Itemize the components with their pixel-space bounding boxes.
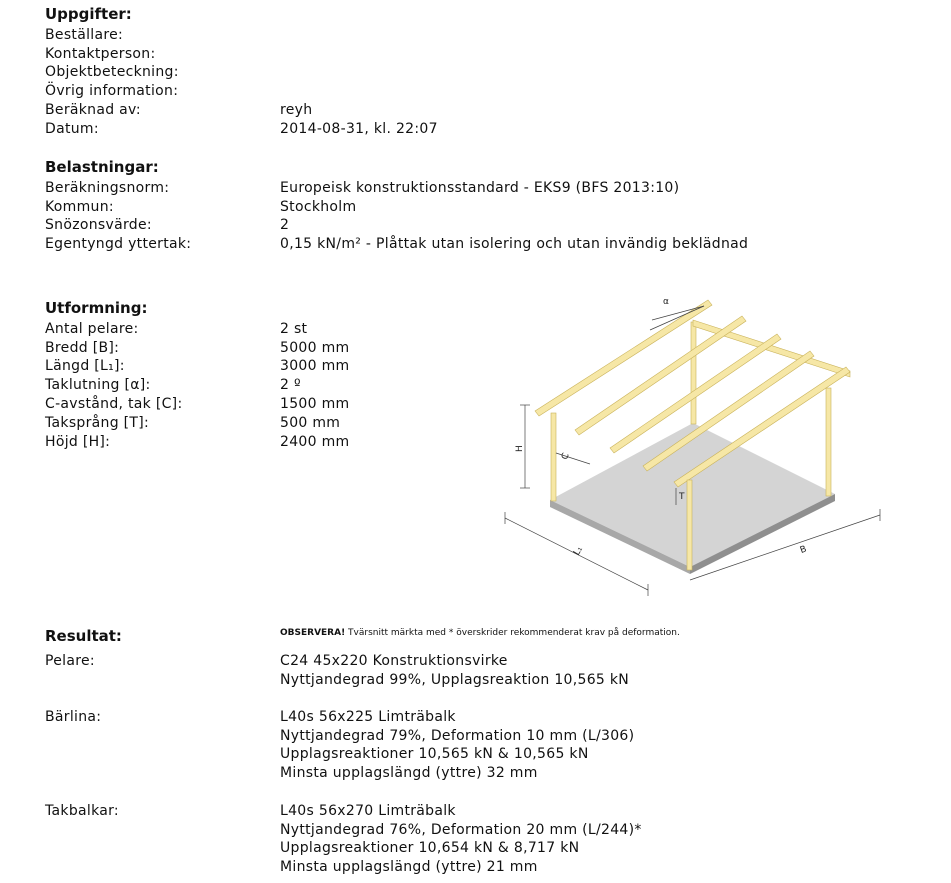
kommun-label: Kommun: [45,199,114,215]
c-avstand-label: C-avstånd, tak [C]: [45,396,183,412]
pelare-line-2: Nyttjandegrad 99%, Upplagsreaktion 10,565 kN [280,672,630,688]
hojd-value: 2400 mm [280,434,350,450]
takbalkar-line-2: Nyttjandegrad 76%, Deformation 20 mm (L/244)* [280,822,642,838]
berakningsnorm-label: Beräkningsnorm: [45,180,170,196]
barlina-line-1: L40s 56x225 Limträbalk [280,709,456,725]
post-back-left [551,413,556,501]
datum-label: Datum: [45,121,99,137]
beam-side [693,320,850,377]
barlina-line-3: Upplagsreaktioner 10,565 kN & 10,565 kN [280,746,589,762]
observera-prefix: OBSERVERA! [280,628,346,638]
berakningsnorm-value: Europeisk konstruktionsstandard - EKS9 (BFS 2013:10) [280,180,680,196]
antal-pelare-label: Antal pelare: [45,321,139,337]
label-c: C [560,451,572,462]
beraknad-av-label: Beräknad av: [45,102,141,118]
ovrig-information-label: Övrig information: [45,83,179,99]
observera-note [280,628,680,638]
bestallare-label: Beställare: [45,27,124,43]
label-b: B [798,544,809,557]
resultat-heading: Resultat: [45,627,122,645]
takbalkar-line-1: L40s 56x270 Limträbalk [280,803,456,819]
label-alpha: α [663,297,669,307]
carport-diagram [500,290,890,600]
objektbeteckning-label: Objektbeteckning: [45,64,179,80]
barlina-line-4: Minsta upplagslängd (yttre) 32 mm [280,765,538,781]
snozonsvarde-value: 2 [280,217,290,233]
label-l: L₁ [572,544,586,558]
takbalkar-line-3: Upplagsreaktioner 10,654 kN & 8,717 kN [280,840,580,856]
takbalkar-label: Takbalkar: [45,803,119,819]
c-avstand-value: 1500 mm [280,396,350,412]
langd-label: Längd [L₁]: [45,358,125,374]
taklutning-label: Taklutning [α]: [45,377,151,393]
pelare-line-1: C24 45x220 Konstruktionsvirke [280,653,508,669]
pelare-label: Pelare: [45,653,95,669]
kommun-value: Stockholm [280,199,357,215]
langd-value: 3000 mm [280,358,350,374]
antal-pelare-value: 2 st [280,321,308,337]
label-t: T [679,492,685,502]
taklutning-value: 2 º [280,377,301,393]
snozonsvarde-label: Snözonsvärde: [45,217,152,233]
belastningar-heading: Belastningar: [45,158,159,176]
taksprang-value: 500 mm [280,415,341,431]
uppgifter-heading: Uppgifter: [45,5,132,23]
hojd-label: Höjd [H]: [45,434,111,450]
post-back-right [691,322,696,424]
datum-value: 2014-08-31, kl. 22:07 [280,121,438,137]
utformning-heading: Utformning: [45,299,148,317]
takbalkar-line-4: Minsta upplagslängd (yttre) 21 mm [280,859,538,875]
post-front-left [687,480,692,570]
bredd-value: 5000 mm [280,340,350,356]
barlina-label: Bärlina: [45,709,102,725]
observera-text: Tvärsnitt märkta med * överskrider rekommenderat krav på deformation. [345,628,680,638]
egentyngd-value: 0,15 kN/m² - Plåttak utan isolering och utan invändig beklädnad [280,236,749,252]
bredd-label: Bredd [B]: [45,340,120,356]
floor-slab [550,423,835,567]
egentyngd-label: Egentyngd yttertak: [45,236,192,252]
label-h: H [515,445,525,452]
kontaktperson-label: Kontaktperson: [45,46,156,62]
beraknad-av-value: reyh [280,102,313,118]
taksprang-label: Taksprång [T]: [45,415,150,431]
post-front-right [826,388,831,496]
barlina-line-2: Nyttjandegrad 79%, Deformation 10 mm (L/306) [280,728,635,744]
